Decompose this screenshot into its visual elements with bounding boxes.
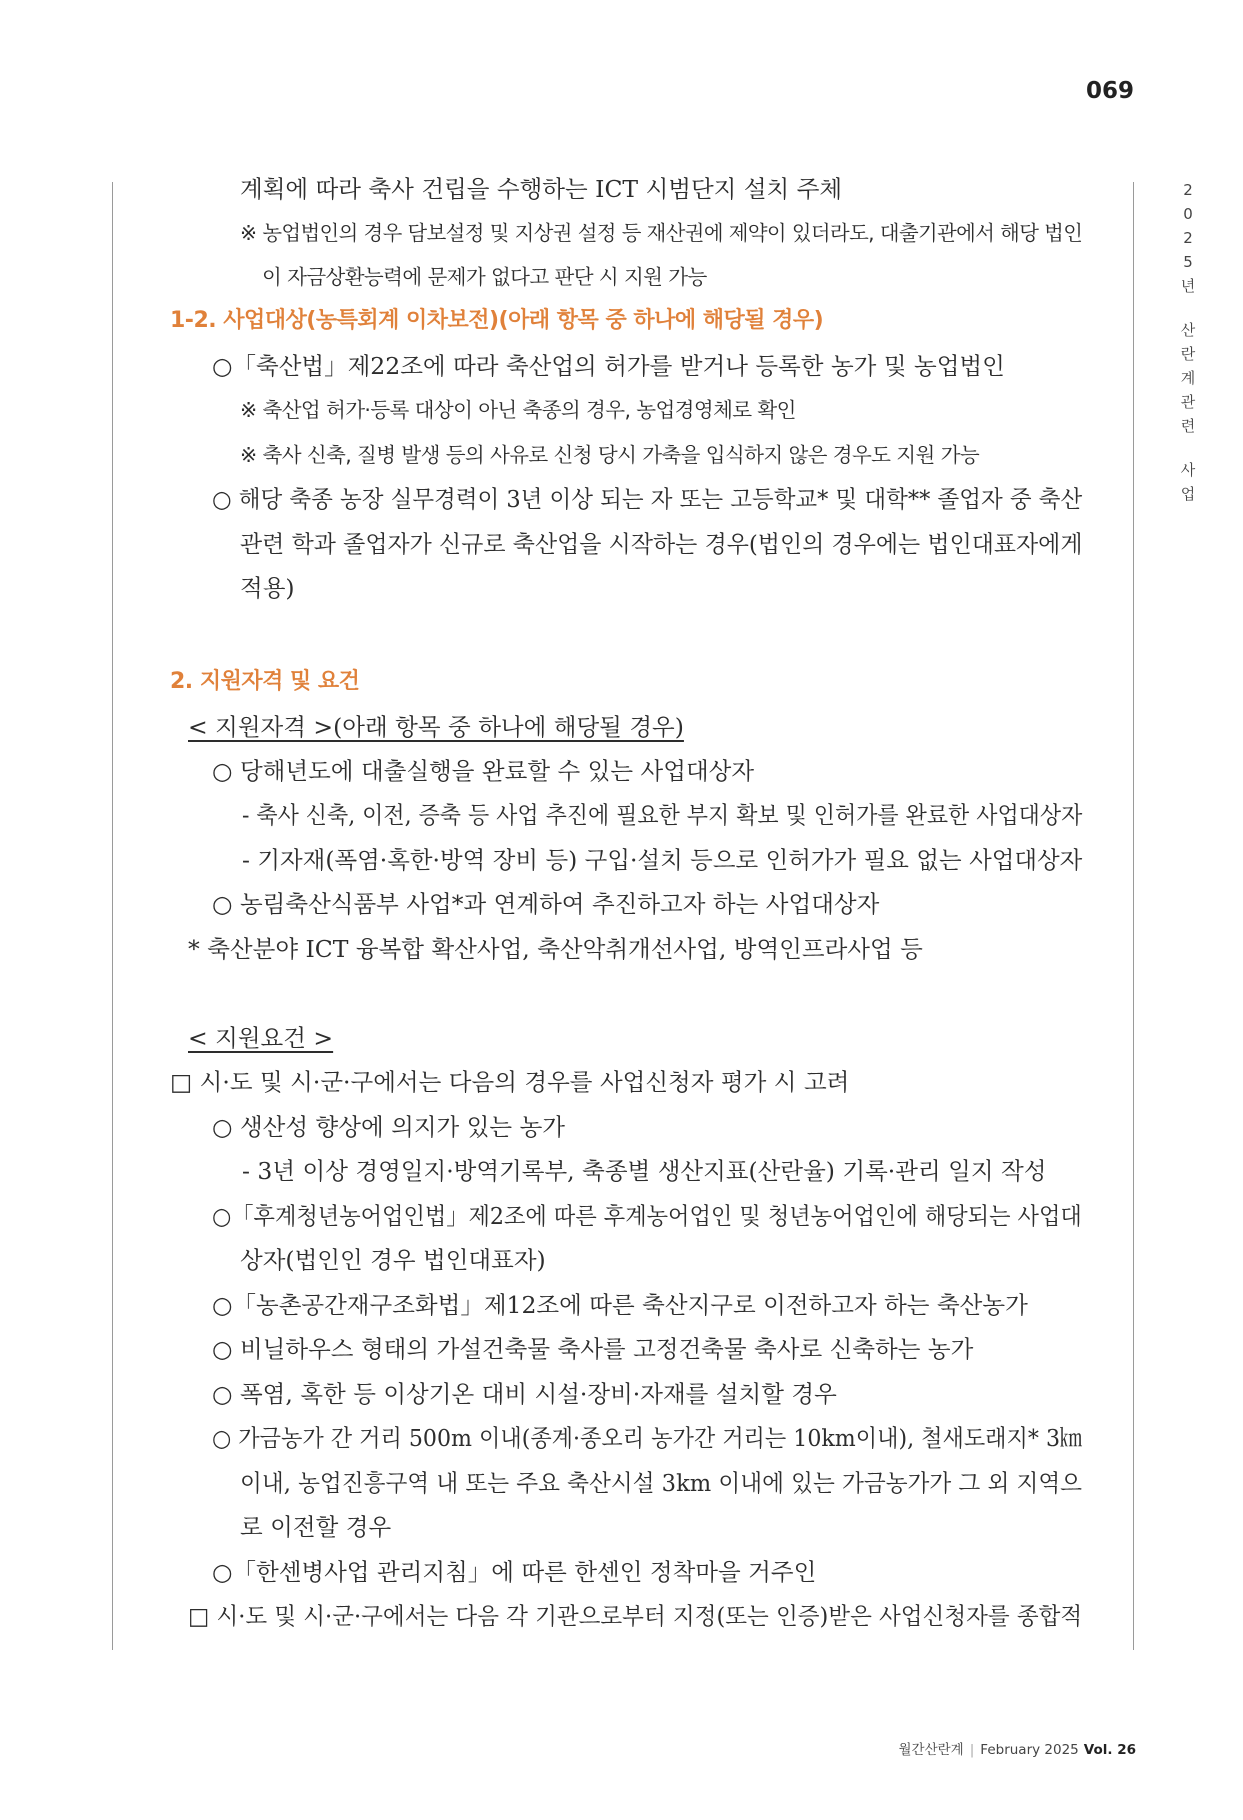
footer-magazine: 월간산란계 [898, 1742, 964, 1758]
side-label-char: 관 [1180, 393, 1196, 411]
note-line: ※ 축사 신축, 질병 발생 등의 사유로 신청 당시 가축을 입식하지 않은 경우도 지원 가능 [240, 443, 980, 467]
side-label-char: 산 [1180, 321, 1196, 339]
side-label-char: 0 [1183, 205, 1193, 223]
bullet-item: ○「농촌공간재구조화법」제12조에 따른 축산지구로 이전하고자 하는 축산농가 [212, 1291, 1028, 1319]
bullet-item: ○ 비닐하우스 형태의 가설건축물 축사를 고정건축물 축사로 신축하는 농가 [212, 1335, 974, 1363]
bullet-item: ○ 폭염, 혹한 등 이상기온 대비 시설·장비·자재를 설치할 경우 [212, 1380, 837, 1408]
section-heading-2: 2. 지원자격 및 요건 [170, 669, 360, 694]
bullet-item: ○ 농림축산식품부 사업*과 연계하여 추진하고자 하는 사업대상자 [212, 890, 880, 918]
bullet-item: ○ 당해년도에 대출실행을 완료할 수 있는 사업대상자 [212, 757, 755, 785]
subsection-title: < 지원자격 >(아래 항목 중 하나에 해당될 경우) [188, 713, 684, 741]
subsection-title: < 지원요건 > [188, 1024, 334, 1052]
checkbox-item: □ 시·도 및 시·군·구에서는 다음 각 기관으로부터 지정(또는 인증)받은 사업신청자를 종합적 [188, 1602, 1083, 1630]
page-footer [880, 1738, 1136, 1758]
page-number: 069 [1085, 78, 1134, 104]
bullet-item: ○ 가금농가 간 거리 500m 이내(종계·종오리 농가간 거리는 10km이내), 철새도래지* 3㎞ [212, 1424, 1083, 1452]
note-line: ※ 농업법인의 경우 담보설정 및 지상권 설정 등 재산권에 제약이 있더라도, 대출기관에서 해당 법인 [240, 221, 1083, 245]
side-label-char: 란 [1180, 345, 1196, 363]
footer-issue: February 2025 [980, 1742, 1079, 1758]
side-label-char: 5 [1183, 253, 1193, 271]
checkbox-item: □ 시·도 및 시·군·구에서는 다음의 경우를 사업신청자 평가 시 고려 [170, 1068, 850, 1096]
bullet-item: ○「후계청년농어업인법」제2조에 따른 후계농어업인 및 청년농어업인에 해당되는 사업대 [212, 1202, 1082, 1230]
dash-item: - 축사 신축, 이전, 증축 등 사업 추진에 필요한 부지 확보 및 인허가를 완료한 사업대상자 [242, 801, 1083, 829]
dash-item: - 기자재(폭염·혹한·방역 장비 등) 구입·설치 등으로 인허가가 필요 없는 사업대상자 [242, 846, 1083, 874]
footnote-line: * 축산분야 ICT 융복합 확산사업, 축산악취개선사업, 방역인프라사업 등 [188, 935, 923, 963]
bullet-continuation: 이내, 농업진흥구역 내 또는 주요 축산시설 3km 이내에 있는 가금농가가 그 외 지역으 [240, 1469, 1083, 1497]
side-label-char: 계 [1180, 369, 1196, 387]
side-label-char: 사 [1180, 461, 1196, 479]
side-label-char: 2 [1183, 181, 1193, 199]
side-label-gap [1176, 298, 1200, 318]
side-label-char: 2 [1183, 229, 1193, 247]
bullet-item: ○「한센병사업 관리지침」에 따른 한센인 정착마을 거주인 [212, 1558, 817, 1586]
bullet-continuation: 적용) [240, 574, 295, 602]
footer-volume: Vol. 26 [1083, 1742, 1136, 1758]
note-line: 이 자금상환능력에 문제가 없다고 판단 시 지원 가능 [262, 265, 707, 289]
side-label-char: 련 [1180, 417, 1196, 435]
bullet-continuation: 로 이전할 경우 [240, 1513, 392, 1541]
bullet-item: ○「축산법」제22조에 따라 축산업의 허가를 받거나 등록한 농가 및 농업법인 [212, 352, 1005, 380]
bullet-item: ○ 해당 축종 농장 실무경력이 3년 이상 되는 자 또는 고등학교* 및 대학** 졸업자 중 축산 [212, 485, 1083, 513]
body-line: 계획에 따라 축사 건립을 수행하는 ICT 시범단지 설치 주체 [240, 175, 843, 203]
footer-separator: | [969, 1742, 975, 1758]
bullet-continuation: 관련 학과 졸업자가 신규로 축산업을 시작하는 경우(법인의 경우에는 법인대표자에게 [240, 530, 1083, 558]
left-margin-rule [112, 182, 113, 1650]
side-label-char: 년 [1180, 277, 1196, 295]
dash-item: - 3년 이상 경영일지·방역기록부, 축종별 생산지표(산란율) 기록·관리 일지 작성 [242, 1157, 1047, 1185]
bullet-continuation: 상자(법인인 경우 법인대표자) [240, 1246, 546, 1274]
note-line: ※ 축산업 허가·등록 대상이 아닌 축종의 경우, 농업경영체로 확인 [240, 398, 796, 422]
section-side-label [1176, 178, 1200, 506]
right-margin-rule [1133, 182, 1134, 1650]
side-label-char: 업 [1180, 485, 1196, 503]
bullet-item: ○ 생산성 향상에 의지가 있는 농가 [212, 1113, 565, 1141]
section-heading-1-2: 1-2. 사업대상(농특회계 이차보전)(아래 항목 중 하나에 해당될 경우) [170, 308, 824, 333]
side-label-gap [1176, 438, 1200, 458]
